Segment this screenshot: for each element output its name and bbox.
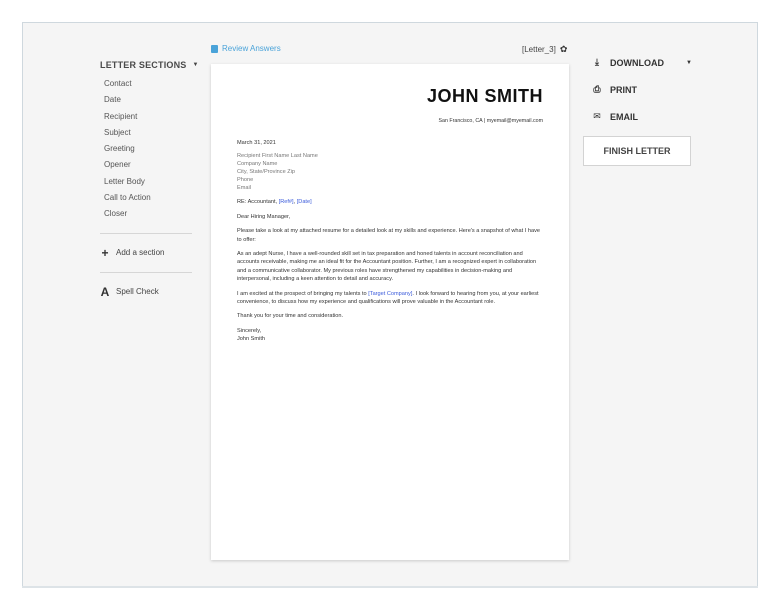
section-item-opener[interactable]: Opener	[104, 160, 131, 170]
add-section-button[interactable]	[100, 246, 192, 260]
section-item-contact[interactable]: Contact	[104, 79, 132, 88]
letter-date[interactable]: March 31, 2021	[237, 140, 276, 146]
download-button[interactable]	[592, 56, 692, 69]
clipboard-icon	[211, 45, 218, 53]
section-item-subject[interactable]: Subject	[104, 127, 131, 137]
print-label: PRINT	[610, 84, 637, 95]
printer-icon: ⎙	[593, 84, 601, 94]
email-label: EMAIL	[610, 111, 638, 122]
review-answers-label: Review Answers	[222, 44, 281, 53]
print-button[interactable]	[592, 83, 692, 96]
recipient-company: Company Name	[237, 161, 278, 168]
section-item-greeting[interactable]: Greeting	[104, 144, 135, 154]
finish-letter-button[interactable]: FINISH LETTER	[583, 136, 691, 166]
letter-body-content	[237, 139, 543, 350]
closing-line: Sincerely,	[237, 327, 262, 334]
recipient-city: City, State/Province Zip	[237, 169, 296, 175]
letter-closer[interactable]	[237, 327, 543, 344]
letter-thanks[interactable]: Thank you for your time and consideration.	[237, 313, 344, 320]
letter-paper	[211, 64, 569, 560]
signature: John Smith	[237, 336, 265, 343]
gear-icon[interactable]: ✿	[559, 44, 568, 54]
add-section-label: Add a section	[116, 248, 165, 258]
letter-sections-title: LETTER SECTIONS	[100, 60, 187, 70]
divider	[100, 272, 192, 273]
recipient-name: Recipient First Name Last Name	[237, 153, 318, 160]
cta-text-end: . I look forward to hearing from you, at your earliest convenience, to discuss how my experience and qualifications will prove valuable in the Accountant role.	[237, 290, 539, 306]
review-answers-link[interactable]	[211, 44, 281, 53]
download-label: DOWNLOAD	[610, 57, 664, 68]
spell-check-button[interactable]	[100, 285, 192, 299]
section-item-recipient[interactable]: Recipient	[104, 111, 138, 121]
section-item-letter-body[interactable]: Letter Body	[104, 176, 145, 186]
email-icon: ✉	[593, 111, 601, 121]
download-icon: ⤓	[595, 57, 599, 67]
spell-check-icon: A	[100, 284, 110, 299]
spell-check-label: Spell Check	[116, 287, 159, 297]
subject-date-placeholder: [Date]	[296, 199, 312, 206]
section-item-call-to-action[interactable]: Call to Action	[104, 193, 151, 203]
cta-text: I am excited at the prospect of bringing my talents to	[237, 290, 369, 297]
section-item-date[interactable]: Date	[104, 95, 121, 105]
letter-opener[interactable]: Please take a look at my attached resume for a detailed look at my skills and experience. Here's a snapshot of what I have to offer:	[237, 228, 540, 243]
frame-bottom-border	[22, 586, 758, 588]
letter-name	[522, 44, 567, 55]
email-button[interactable]	[592, 110, 692, 123]
subject-text: RE: Accountant,	[237, 199, 279, 206]
target-company-placeholder: [Target Company]	[368, 290, 413, 297]
divider	[100, 233, 192, 234]
recipient-phone: Phone	[237, 176, 254, 183]
actions-panel	[592, 56, 692, 123]
sender-contact[interactable]: San Francisco, CA | myemail@myemail.com	[438, 118, 543, 124]
subject-ref-placeholder: [Ref#]	[278, 199, 294, 206]
letter-subject[interactable]	[237, 198, 543, 206]
letter-sections-toggle[interactable]	[100, 60, 199, 70]
section-list	[100, 76, 192, 223]
letter-name-label: [Letter_3]	[522, 45, 556, 54]
section-item-closer[interactable]: Closer	[104, 209, 128, 219]
subject-separator: ,	[293, 199, 297, 206]
recipient-block[interactable]	[237, 153, 543, 192]
caret-down-icon: ▼	[192, 62, 199, 68]
letter-call-to-action[interactable]	[237, 290, 543, 307]
letter-body-paragraph[interactable]: As an adept Nurse, I have a well-rounded skill set in tax preparation and honed talents in account reconciliation and accounts receivable, making me an ideal fit for the Accountant position. Further, I am a recognized expert in collaboration and a communicative collaborator. My previous roles have strengthened my capabilities in decision-making and interpersonal, including a keen attention to detail and accuracy.	[237, 251, 537, 283]
recipient-email: Email	[237, 184, 251, 191]
sender-name[interactable]: JOHN SMITH	[426, 86, 543, 106]
plus-icon: +	[101, 245, 109, 260]
letter-greeting[interactable]: Dear Hiring Manager,	[237, 213, 291, 220]
chevron-down-icon[interactable]: ▼	[686, 59, 692, 66]
letter-sections-sidebar	[100, 60, 199, 299]
